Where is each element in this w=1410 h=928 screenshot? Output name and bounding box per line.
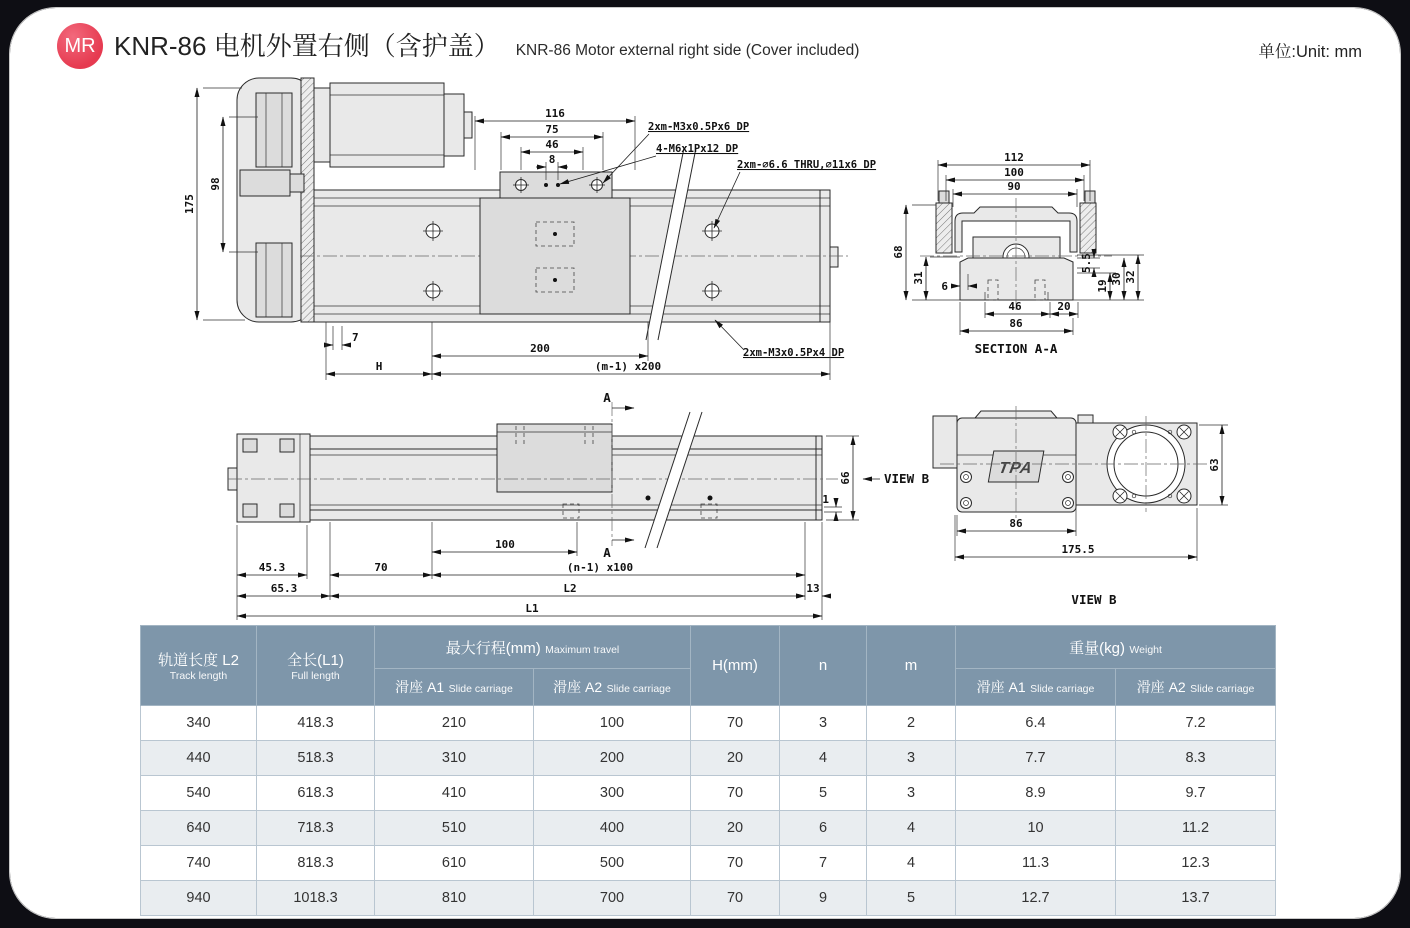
dim-86: 86 bbox=[1009, 317, 1023, 330]
cell: 418.3 bbox=[257, 706, 375, 741]
section-aa-geometry bbox=[920, 191, 1112, 312]
dim-L1: L1 bbox=[525, 602, 539, 615]
motor-body bbox=[330, 83, 444, 167]
dim-100: 100 bbox=[1004, 166, 1024, 179]
table-row bbox=[141, 881, 1276, 916]
label-thru-holes: 2xm-∅6.6 THRU,∅11x6 DP bbox=[737, 159, 877, 171]
cell: 818.3 bbox=[257, 846, 375, 881]
cell: 810 bbox=[375, 881, 534, 916]
cell: 12.7 bbox=[956, 881, 1116, 916]
label-carriage-taps: 2xm-M3x0.5Px6 DP bbox=[648, 121, 750, 133]
cell: 9 bbox=[780, 881, 867, 916]
cell: 440 bbox=[141, 741, 257, 776]
top-view-geometry bbox=[237, 78, 848, 340]
dim-L2: L2 bbox=[563, 582, 577, 595]
cell: 310 bbox=[375, 741, 534, 776]
cell: 3 bbox=[867, 776, 956, 811]
technical-drawings bbox=[10, 8, 1400, 624]
table-row bbox=[141, 811, 1276, 846]
carriage-side bbox=[497, 424, 612, 492]
dim-31: 31 bbox=[912, 271, 925, 285]
cell: 7 bbox=[780, 846, 867, 881]
header-weight-a1: 滑座 A1 Slide carriage bbox=[956, 669, 1116, 706]
dim-n1x100: (n-1) x100 bbox=[566, 561, 634, 574]
table-row bbox=[141, 846, 1276, 881]
section-aa-caption: SECTION A-A bbox=[974, 341, 1058, 356]
cell: 13.7 bbox=[1116, 881, 1276, 916]
header-h: H(mm) bbox=[691, 626, 780, 706]
dim-30: 30 bbox=[1110, 272, 1123, 286]
page bbox=[10, 8, 1400, 918]
cell: 340 bbox=[141, 706, 257, 741]
dim-46b: 46 bbox=[1008, 300, 1022, 313]
header-track-length: 轨道长度 L2 Track length bbox=[141, 626, 257, 706]
dim-32: 32 bbox=[1124, 270, 1137, 284]
cell: 20 bbox=[691, 811, 780, 846]
spec-table bbox=[140, 625, 1276, 916]
cell: 1018.3 bbox=[257, 881, 375, 916]
table-row bbox=[141, 741, 1276, 776]
cell: 5 bbox=[867, 881, 956, 916]
unit-label: 单位:Unit: mm bbox=[1258, 43, 1362, 61]
cell: 700 bbox=[534, 881, 691, 916]
cell: 640 bbox=[141, 811, 257, 846]
dim-H: H bbox=[375, 360, 383, 373]
dim-86b: 86 bbox=[1009, 517, 1023, 530]
cell: 5 bbox=[780, 776, 867, 811]
dim-70: 70 bbox=[374, 561, 388, 574]
cell: 4 bbox=[867, 846, 956, 881]
cell: 11.2 bbox=[1116, 811, 1276, 846]
cell: 70 bbox=[691, 846, 780, 881]
cell: 6 bbox=[780, 811, 867, 846]
header-full-length: 全长(L1) Full length bbox=[257, 626, 375, 706]
header-n: n bbox=[780, 626, 867, 706]
dim-63: 63 bbox=[1208, 458, 1221, 472]
dim-75: 75 bbox=[545, 123, 559, 136]
cell: 3 bbox=[780, 706, 867, 741]
cell: 4 bbox=[867, 811, 956, 846]
dim-7: 7 bbox=[352, 331, 359, 344]
dim-8: 8 bbox=[548, 153, 556, 166]
cell: 718.3 bbox=[257, 811, 375, 846]
label-side-taps: 2xm-M3x0.5Px4 DP bbox=[743, 347, 845, 359]
dim-175-5: 175.5 bbox=[1061, 543, 1095, 556]
table-row bbox=[141, 776, 1276, 811]
dim-13: 13 bbox=[806, 582, 820, 595]
cell: 410 bbox=[375, 776, 534, 811]
label-motor-taps: 4-M6x1Px12 DP bbox=[656, 143, 739, 155]
dim-200: 200 bbox=[530, 342, 550, 355]
cell: 200 bbox=[534, 741, 691, 776]
cell: 8.3 bbox=[1116, 741, 1276, 776]
cell: 210 bbox=[375, 706, 534, 741]
dim-20: 20 bbox=[1057, 300, 1071, 313]
dim-6: 6 bbox=[941, 280, 948, 293]
view-b-caption: VIEW B bbox=[1071, 592, 1117, 607]
cell: 7.2 bbox=[1116, 706, 1276, 741]
dim-116: 116 bbox=[545, 107, 565, 120]
slide-carriage bbox=[480, 198, 630, 314]
cell: 6.4 bbox=[956, 706, 1116, 741]
cell: 740 bbox=[141, 846, 257, 881]
page-title-en: KNR-86 Motor external right side (Cover included) bbox=[515, 42, 860, 59]
cell: 540 bbox=[141, 776, 257, 811]
dim-100b: 100 bbox=[495, 538, 515, 551]
dim-65-3: 65.3 bbox=[270, 582, 298, 595]
cell: 20 bbox=[691, 741, 780, 776]
dim-46: 46 bbox=[545, 138, 559, 151]
cell: 10 bbox=[956, 811, 1116, 846]
cell: 70 bbox=[691, 881, 780, 916]
dim-90: 90 bbox=[1007, 180, 1021, 193]
cell: 4 bbox=[780, 741, 867, 776]
cell: 8.9 bbox=[956, 776, 1116, 811]
side-view-geometry bbox=[228, 412, 838, 548]
section-marker-a-top: A bbox=[603, 390, 611, 405]
cell: 518.3 bbox=[257, 741, 375, 776]
motor-flange bbox=[314, 88, 330, 162]
cell: 618.3 bbox=[257, 776, 375, 811]
dim-5-5: 5.5 bbox=[1080, 253, 1093, 273]
header-travel-a2: 滑座 A2 Slide carriage bbox=[534, 669, 691, 706]
cell: 500 bbox=[534, 846, 691, 881]
cell: 400 bbox=[534, 811, 691, 846]
table-row bbox=[141, 706, 1276, 741]
cell: 100 bbox=[534, 706, 691, 741]
header-m: m bbox=[867, 626, 956, 706]
header-weight-a2: 滑座 A2 Slide carriage bbox=[1116, 669, 1276, 706]
dim-19: 19 bbox=[1096, 279, 1109, 293]
dim-66: 66 bbox=[839, 471, 852, 485]
cell: 9.7 bbox=[1116, 776, 1276, 811]
cell: 610 bbox=[375, 846, 534, 881]
dim-68: 68 bbox=[892, 245, 905, 259]
dim-45-3: 45.3 bbox=[258, 561, 286, 574]
cell: 12.3 bbox=[1116, 846, 1276, 881]
dim-m1x200: (m-1) x200 bbox=[594, 360, 662, 373]
dim-112: 112 bbox=[1004, 151, 1024, 164]
cell: 940 bbox=[141, 881, 257, 916]
header-travel-a1: 滑座 A1 Slide carriage bbox=[375, 669, 534, 706]
cell: 7.7 bbox=[956, 741, 1116, 776]
cell: 2 bbox=[867, 706, 956, 741]
view-b-geometry bbox=[933, 406, 1208, 520]
header-max-travel: 最大行程(mm) Maximum travel bbox=[375, 626, 691, 669]
mr-badge: MR bbox=[57, 23, 103, 69]
dim-175: 175 bbox=[183, 194, 196, 214]
cell: 510 bbox=[375, 811, 534, 846]
cell: 70 bbox=[691, 776, 780, 811]
svg-text:TPA: TPA bbox=[997, 459, 1035, 477]
cell: 70 bbox=[691, 706, 780, 741]
dim-1: 1 bbox=[822, 493, 829, 506]
cell: 11.3 bbox=[956, 846, 1116, 881]
cell: 3 bbox=[867, 741, 956, 776]
section-marker-a-bottom: A bbox=[603, 545, 611, 560]
page-title-zh: KNR-86 电机外置右侧（含护盖） bbox=[114, 31, 500, 61]
header-weight: 重量(kg) Weight bbox=[956, 626, 1276, 669]
dim-98: 98 bbox=[209, 177, 222, 191]
view-b-pointer: VIEW B bbox=[884, 471, 930, 486]
cell: 300 bbox=[534, 776, 691, 811]
